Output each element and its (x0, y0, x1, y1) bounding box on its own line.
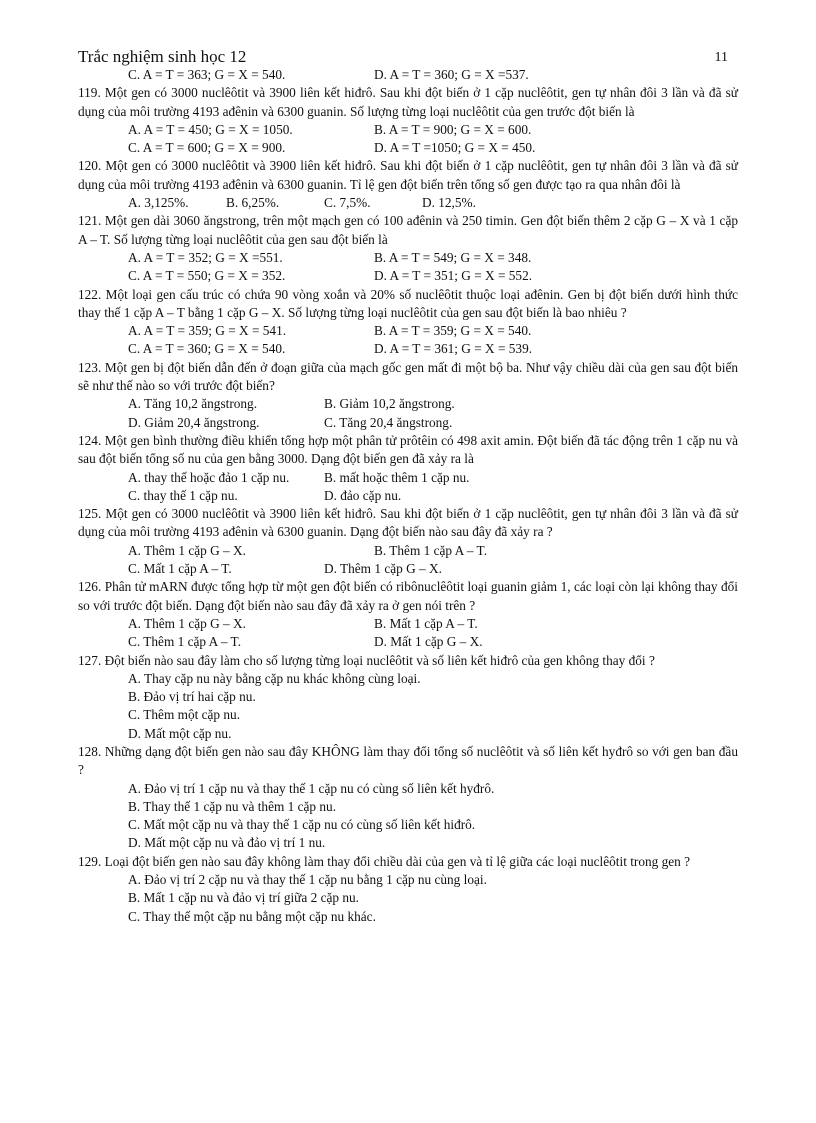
answer-option: B. A = T = 359; G = X = 540. (374, 323, 532, 339)
answer-row (78, 121, 738, 139)
question-124: 124. Một gen bình thường điều khiển tổng hợp một phân tử prôtêin có 498 axit amin. Đột biến đã tác động trên 1 cặp nu và sau đột biến tổng số nu của gen bằng 3000. Dạng đột biến gen đã xảy ra là (78, 432, 738, 467)
answer-option: B. A = T = 900; G = X = 600. (374, 121, 532, 137)
answer-option: C. 7,5%. (324, 195, 371, 211)
answer-option: A. A = T = 359; G = X = 541. (128, 323, 287, 339)
answer-option: D. 12,5%. (422, 195, 476, 211)
page-number: 11 (714, 50, 728, 65)
answer-row (78, 194, 738, 212)
answer-row (78, 487, 738, 505)
answer-row (78, 633, 738, 651)
header-title: Trắc nghiệm sinh học 12 (78, 47, 247, 66)
answer-option: D. Giảm 20,4 ăngstrong. (128, 414, 260, 430)
answer-option: B. Thêm 1 cặp A – T. (374, 542, 488, 558)
answer-row (78, 340, 738, 358)
answer-option: C. thay thế 1 cặp nu. (128, 487, 238, 503)
answer-row (78, 249, 738, 267)
question-121: 121. Một gen dài 3060 ăngstrong, trên một mạch gen có 100 ađênin và 250 timin. Gen đột biến thêm 2 cặp G – X và 1 cặp A – T. Số lượng từng loại nuclêôtit của gen sau đột biến là (78, 213, 738, 247)
answer-option: C. Thêm 1 cặp A – T. (128, 634, 242, 650)
answer-option: A. A = T = 352; G = X =551. (128, 249, 283, 265)
answer-option: C. Thêm một cặp nu. (128, 707, 241, 723)
question-129: 129. Loại đột biến gen nào sau đây không làm thay đổi chiều dài của gen và tỉ lệ giữa các loại nuclêôtit trong gen ? (78, 853, 691, 869)
question-128: 128. Những dạng đột biến gen nào sau đây KHÔNG làm thay đổi tổng số nuclêôtit và số liên kết hyđrô so với gen ban đầu ? (78, 743, 738, 778)
answer-option: D. A = T = 351; G = X = 552. (374, 268, 533, 284)
question-119: 119. Một gen có 3000 nuclêôtit và 3900 liên kết hiđrô. Sau khi đột biến ở 1 cặp nuclêôtit, gen tự nhân đôi 3 lần và đã sử dụng của môi trường 4193 ađênin và 6300 guanin. Số lượng từng loại nuclêôtit của gen trước đột biến là (78, 85, 738, 119)
answer-row (78, 267, 738, 285)
answer-option: C. A = T = 363; G = X = 540. (128, 67, 286, 82)
answer-option: C. A = T = 550; G = X = 352. (128, 268, 286, 284)
answer-option: A. 3,125%. (128, 195, 189, 211)
answer-row (78, 395, 738, 413)
answer-option: D. A = T = 361; G = X = 539. (374, 341, 533, 357)
answer-option: A. Thay cặp nu này bằng cặp nu khác không cùng loại. (128, 670, 421, 686)
answer-option: B. A = T = 549; G = X = 348. (374, 249, 532, 265)
answer-option: B. mất hoặc thêm 1 cặp nu. (324, 469, 470, 485)
answer-option: C. A = T = 360; G = X = 540. (128, 341, 286, 357)
answer-option: D. Mất một cặp nu và đảo vị trí 1 nu. (128, 835, 326, 851)
answer-option: B. Mất 1 cặp A – T. (374, 615, 478, 631)
answer-row (78, 469, 738, 487)
question-125: 125. Một gen có 3000 nuclêôtit và 3900 liên kết hiđrô. Sau khi đột biến ở 1 cặp nuclêôtit, gen tự nhân đôi 3 lần và đã sử dụng của môi trường 4193 ađênin và 6300 guanin. Dạng đột biến nào sau đây đã xảy ra ? (78, 506, 738, 540)
answer-option: A. Đảo vị trí 2 cặp nu và thay thế 1 cặp nu bằng 1 cặp nu cùng loại. (128, 872, 487, 888)
question-122: 122. Một loại gen cấu trúc có chứa 90 vòng xoắn và 20% số nuclêôtit thuộc loại ađênin. Gen bị đột biến dưới hình thức thay thế 1 cặp A – T bằng 1 cặp G – X. Số lượng từng loại nuclêôtit của gen sau đột biến là bao nhiêu ? (78, 286, 738, 320)
answer-option: A. Thêm 1 cặp G – X. (128, 615, 246, 631)
answer-option: B. 6,25%. (226, 195, 280, 211)
answer-option: B. Giảm 10,2 ăngstrong. (324, 396, 455, 412)
question-list (78, 66, 738, 926)
answer-row (78, 139, 738, 157)
answer-row (78, 560, 738, 578)
answer-option: D. A = T = 360; G = X =537. (374, 67, 529, 82)
answer-option: A. Đảo vị trí 1 cặp nu và thay thế 1 cặp nu có cùng số liên kết hyđrô. (128, 780, 495, 796)
answer-option: D. Mất một cặp nu. (128, 725, 232, 741)
answer-row (78, 66, 738, 84)
answer-option: A. thay thế hoặc đảo 1 cặp nu. (128, 469, 290, 485)
answer-row (78, 542, 738, 560)
answer-option: C. Thay thế một cặp nu bằng một cặp nu khác. (128, 908, 376, 924)
answer-option: B. Mất 1 cặp nu và đảo vị trí giữa 2 cặp nu. (128, 890, 359, 906)
answer-row (78, 322, 738, 340)
question-120: 120. Một gen có 3000 nuclêôtit và 3900 liên kết hiđrô. Sau khi đột biến ở 1 cặp nuclêôtit, gen tự nhân đôi 3 lần và đã sử dụng của môi trường 4193 ađênin và 6300 guanin. Tỉ lệ gen đột biến trên tổng số gen được tạo ra qua nhân đôi là (78, 158, 738, 192)
answer-option: D. A = T =1050; G = X = 450. (374, 140, 536, 156)
answer-option: B. Đảo vị trí hai cặp nu. (128, 689, 256, 705)
question-123: 123. Một gen bị đột biến dẫn đến ở đoạn giữa của mạch gốc gen mất đi một bộ ba. Như vậy chiều dài của gen sau đột biến sẽ như thế nào so với trước đột biến? (78, 359, 738, 394)
answer-row (78, 414, 738, 432)
question-126: 126. Phân tử mARN được tổng hợp từ một gen đột biến có ribônuclêôtit loại guanin giảm 1, các loại còn lại không thay đổi so với trước đột biến. Dạng đột biến nào sau đây đã xảy ra ở gen nói trên ? (78, 579, 738, 613)
answer-option: C. Mất 1 cặp A – T. (128, 561, 232, 577)
answer-option: D. Mất 1 cặp G – X. (374, 634, 483, 650)
answer-option: C. Mất một cặp nu và thay thế 1 cặp nu có cùng số liên kết hiđrô. (128, 817, 476, 833)
answer-option: A. Tăng 10,2 ăngstrong. (128, 396, 258, 412)
answer-row (78, 615, 738, 633)
answer-option: D. Thêm 1 cặp G – X. (324, 561, 442, 577)
answer-option: A. A = T = 450; G = X = 1050. (128, 121, 293, 137)
answer-option: D. đảo cặp nu. (324, 487, 402, 503)
answer-option: C. Tăng 20,4 ăngstrong. (324, 414, 453, 430)
question-127: 127. Đột biến nào sau đây làm cho số lượng từng loại nuclêôtit và số liên kết hiđrô của gen không thay đổi ? (78, 652, 655, 668)
answer-option: B. Thay thế 1 cặp nu và thêm 1 cặp nu. (128, 798, 337, 814)
answer-option: A. Thêm 1 cặp G – X. (128, 542, 246, 558)
answer-option: C. A = T = 600; G = X = 900. (128, 140, 286, 156)
